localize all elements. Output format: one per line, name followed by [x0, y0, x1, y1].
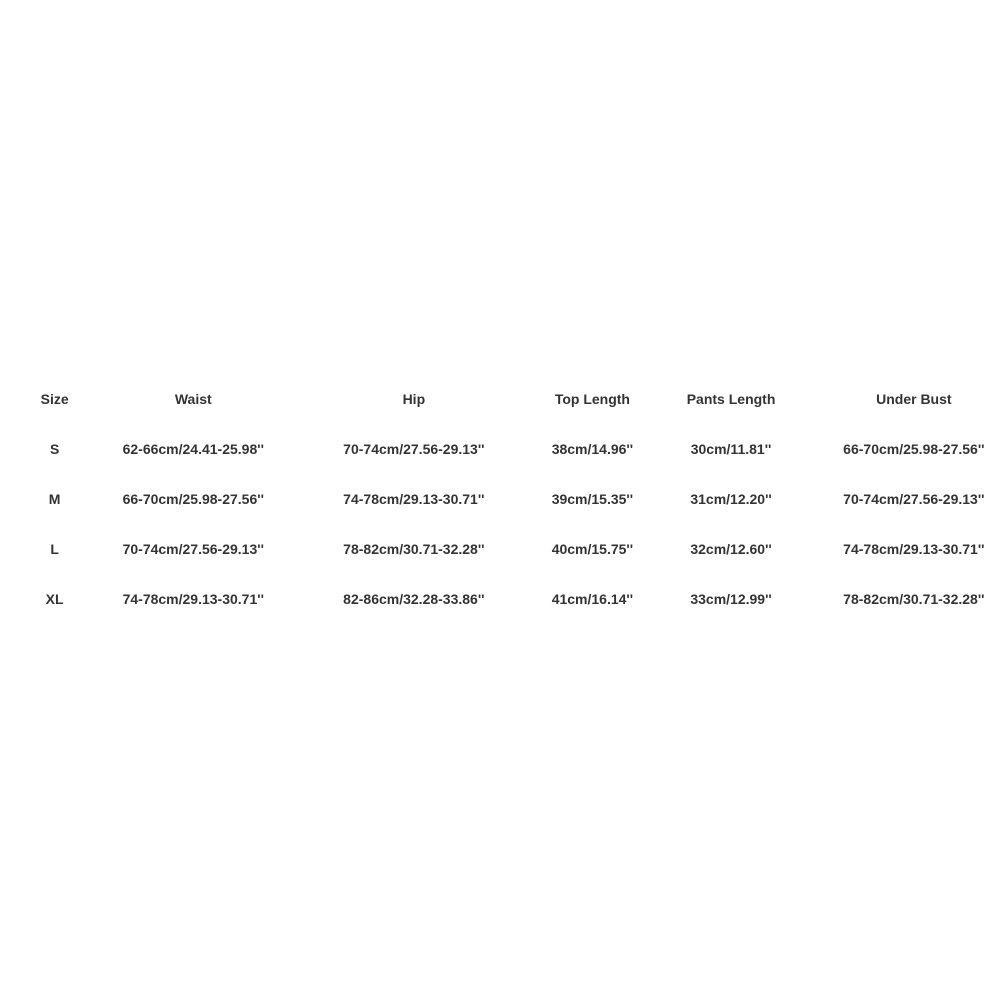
cell-pants-length: 31cm/12.20'' — [690, 491, 772, 507]
table-row — [0, 424, 1000, 474]
header-cell-hip: Hip — [402, 391, 426, 407]
cell-hip: 74-78cm/29.13-30.71'' — [343, 491, 485, 507]
cell-waist: 66-70cm/25.98-27.56'' — [122, 491, 264, 507]
cell-hip: 82-86cm/32.28-33.86'' — [343, 591, 485, 607]
cell-size: L — [50, 541, 59, 557]
cell-size: XL — [45, 591, 64, 607]
size-chart-table — [0, 374, 1000, 624]
cell-size: S — [49, 441, 60, 457]
cell-top-length: 38cm/14.96'' — [551, 441, 634, 457]
cell-pants-length: 30cm/11.81'' — [690, 441, 772, 457]
table-row — [0, 574, 1000, 624]
cell-hip: 78-82cm/30.71-32.28'' — [343, 541, 485, 557]
header-cell-top-length: Top Length — [554, 391, 630, 407]
cell-under-bust: 66-70cm/25.98-27.56'' — [843, 441, 985, 457]
header-cell-waist: Waist — [174, 391, 212, 407]
header-cell-under-bust: Under Bust — [876, 391, 952, 407]
cell-waist: 74-78cm/29.13-30.71'' — [122, 591, 264, 607]
cell-under-bust: 74-78cm/29.13-30.71'' — [843, 541, 985, 557]
cell-pants-length: 32cm/12.60'' — [690, 541, 772, 557]
cell-pants-length: 33cm/12.99'' — [690, 591, 772, 607]
cell-under-bust: 70-74cm/27.56-29.13'' — [843, 491, 985, 507]
header-row — [0, 374, 1000, 424]
cell-top-length: 40cm/15.75'' — [551, 541, 634, 557]
header-cell-size: Size — [40, 391, 69, 407]
table-row — [0, 524, 1000, 574]
header-cell-pants-length: Pants Length — [686, 391, 776, 407]
cell-waist: 70-74cm/27.56-29.13'' — [122, 541, 264, 557]
cell-top-length: 41cm/16.14'' — [551, 591, 634, 607]
cell-under-bust: 78-82cm/30.71-32.28'' — [843, 591, 985, 607]
table-row — [0, 474, 1000, 524]
cell-hip: 70-74cm/27.56-29.13'' — [343, 441, 485, 457]
cell-waist: 62-66cm/24.41-25.98'' — [122, 441, 264, 457]
cell-top-length: 39cm/15.35'' — [551, 491, 634, 507]
cell-size: M — [48, 491, 61, 507]
